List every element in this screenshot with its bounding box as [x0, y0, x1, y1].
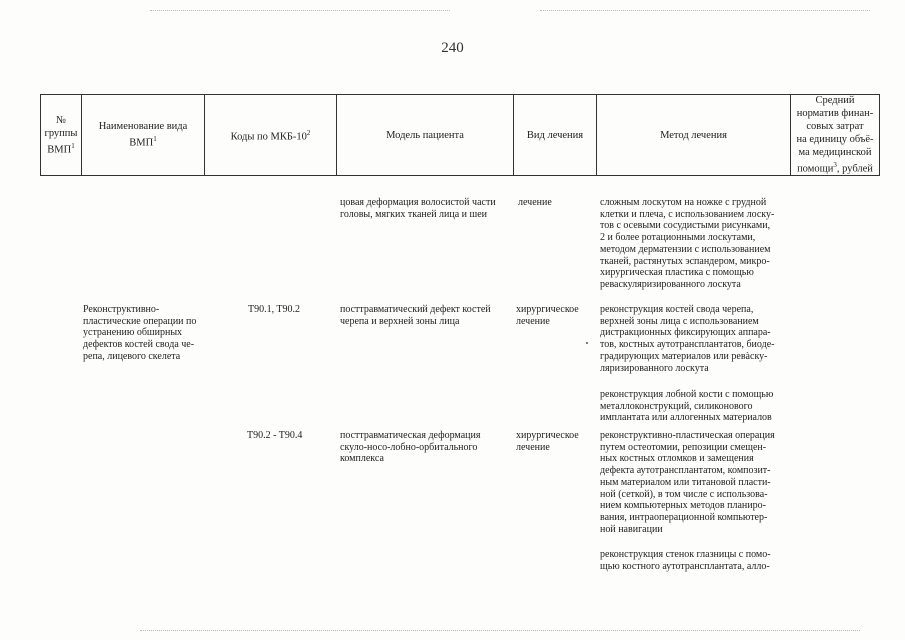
row-0-patient-model: цовая деформация волосистой части головы, мягких тканей лица и шеи: [340, 197, 496, 220]
header-treatment-method: [597, 95, 791, 175]
header-group-number: [41, 95, 82, 175]
header-group-line: ВМП: [47, 144, 72, 156]
header-cost-norm: [791, 95, 879, 175]
row-0-treatment-type: лечение: [518, 197, 552, 208]
header-icd-codes-text: Коды по МКБ-10: [230, 131, 307, 143]
row-2-treatment-method: реконструктивно-пластическая операция путем остеотомии, репозиции смещен- ных костных отломков и замещения дефекта аутотрансплантатом, композит- ным материалом или титановой пласти- ной (сеткой), в том числе с использова- нием компьютерных методов планиро- вания, интраоперационной компьютер- ной навигации: [600, 430, 775, 535]
table-header: [40, 94, 880, 176]
header-norm-line: , рублей: [836, 163, 873, 175]
scan-noise-top: [540, 10, 870, 12]
header-group-line: группы: [44, 127, 78, 139]
row-1-vmp-name: Реконструктивно- пластические операции по устранению обширных дефектов костей свода че- репа, лицевого скелета: [83, 304, 197, 362]
row-1-patient-model: посттравматический дефект костей черепа и верхней зоны лица: [340, 304, 491, 327]
header-norm-line: на единицу объё-: [796, 134, 874, 146]
header-norm-line: норматив финан-: [796, 108, 874, 120]
footnote-marker: 3: [833, 161, 837, 170]
header-group-line: №: [55, 114, 67, 126]
header-norm-line: Средний: [815, 95, 855, 107]
row-1-treatment-method: реконструкция костей свода черепа, верхней зоны лица с использованием дистракционных фиксирующих аппара- тов, костных аутотрансплантатов, биоде- градирующих материалов или ревàску- ляризированного лоскута: [600, 304, 775, 374]
header-vmp-name-text: Наименование вида ВМП: [98, 121, 188, 149]
row-1-treatment-method-alt: реконструкция лобной кости с помощью металлоконструкций, силиконового имплантата или аллогенных материалов: [600, 389, 774, 424]
scan-noise-bottom: [140, 630, 860, 632]
row-1-icd-codes: T90.1, T90.2: [248, 304, 301, 315]
row-2-treatment-method-alt: реконструкция стенок глазницы с помо- щью костного аутотрансплантата, алло-: [600, 549, 771, 572]
header-treatment-type-text: Вид лечения: [526, 129, 584, 141]
row-0-treatment-method: сложным лоскутом на ножке с грудной клетки и плеча, с использованием лоску- тов с осевыми сосудистыми рисунками, 2 и более ротационными лоскутами, методом дерматензии с использованием тканей, растянутых эспандером, микро- хирургическая пластика с помощью реваскуляризированного лоскута: [600, 197, 775, 290]
row-2-icd-codes: T90.2 - T90.4: [247, 430, 303, 441]
row-1-treatment-type: хирургическое лечение: [516, 304, 579, 327]
row-2-treatment-type: хирургическое лечение: [516, 430, 579, 453]
header-patient-model: [337, 95, 514, 175]
header-vmp-name: [82, 95, 205, 175]
header-norm-line: помощи: [797, 163, 834, 175]
header-icd-codes: [205, 95, 337, 175]
header-treatment-type: [514, 95, 597, 175]
footnote-marker: 2: [306, 128, 311, 137]
header-treatment-method-text: Метод лечения: [660, 129, 727, 141]
page-number: 240: [441, 40, 464, 56]
scan-speck: [586, 342, 588, 344]
header-norm-line: совых затрат: [806, 121, 864, 133]
header-norm-line: ма медицинской: [798, 147, 872, 159]
row-2-patient-model: посттравматическая деформация скуло-носо-лобно-орбитального комплекса: [340, 430, 481, 465]
header-patient-model-text: Модель пациента: [386, 129, 464, 141]
footnote-marker: 1: [153, 135, 157, 144]
scan-noise-top: [150, 10, 450, 12]
footnote-marker: 1: [71, 141, 75, 150]
